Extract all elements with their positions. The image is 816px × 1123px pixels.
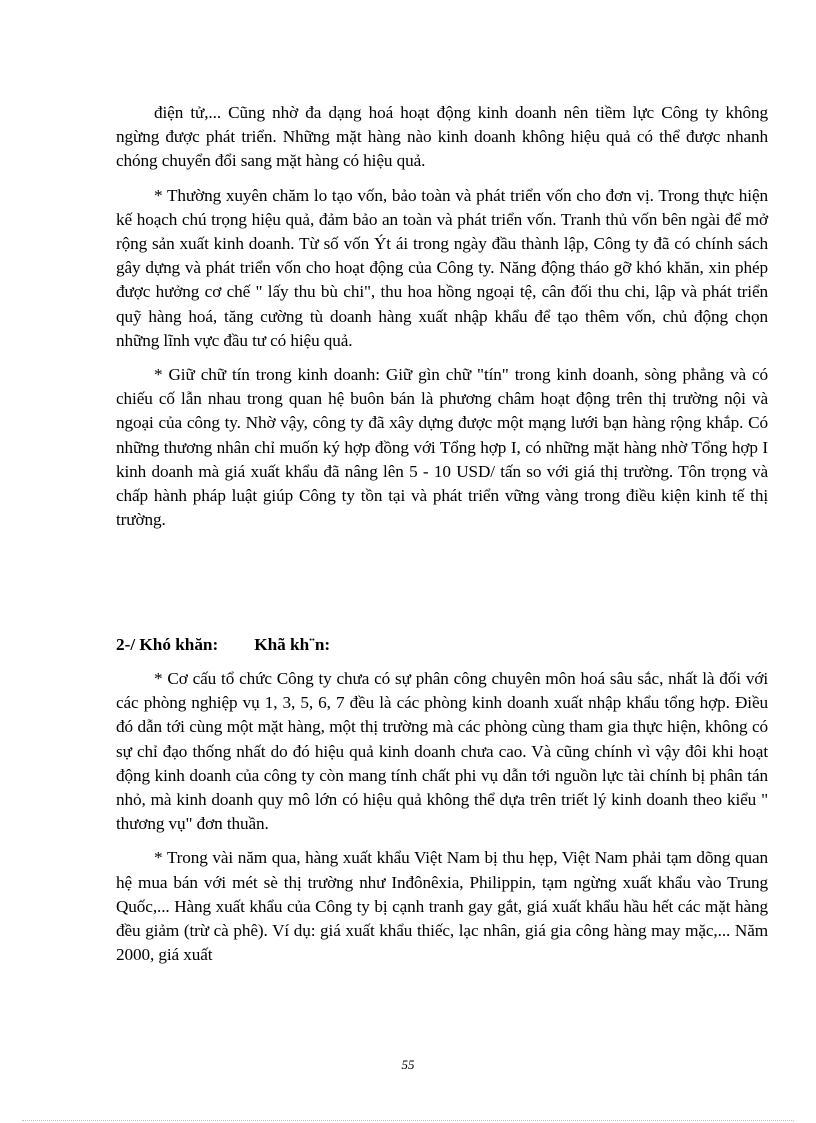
paragraph-capital: * Thường xuyên chăm lo tạo vốn, bảo toàn và phát triển vốn cho đơn vị. Trong thực hiện kế hoạch chú trọng hiệu quả, đảm bảo an toàn và phát triển vốn. Tranh thủ vốn bên ngài để mở rộng sản xuất kinh doanh. Từ số vốn Ýt ái trong ngày đầu thành lập, Công ty đã có chính sách gây dựng và phát triển vốn cho hoạt động của Công ty. Năng động tháo gỡ khó khăn, xin phép được hưởng cơ chế " lấy thu bù chi", thu hoa hồng ngoại tệ, cân đối thu chi, lập và phát triển quỹ hàng hoá, tăng cường tù doanh hàng xuất nhập khẩu để tạo thêm vốn, chủ động chọn những lĩnh vực đầu tư có hiệu quả.: [116, 185, 768, 350]
page-bottom-divider: [22, 1120, 794, 1121]
page-number: 55: [401, 1057, 415, 1072]
section-heading: [116, 635, 330, 655]
paragraph-trust: * Giữ chữ tín trong kinh doanh: Giữ gìn chữ "tín" trong kinh doanh, sòng phẳng và có chiếu cố lẫn nhau trong quan hệ buôn bán là phương châm hoạt động trên thị trường nội và ngoại của công ty. Nhờ vậy, công ty đã xây dựng được một mạng lưới bạn hàng rộng khắp. Có những thương nhân chỉ muốn ký hợp đồng với Tổng hợp I, có những mặt hàng nhờ Tổng hợp I kinh doanh mà giá xuất khẩu đã nâng lên 5 - 10 USD/ tấn so với giá thị trường. Tôn trọng và chấp hành pháp luật giúp Công ty tồn tại và phát triển vững vàng trong điều kiện kinh tế thị trường.: [116, 365, 768, 530]
bottom-text-block: [116, 667, 768, 977]
section-heading-label: 2-/ Khó khăn:: [116, 635, 219, 654]
top-text-block: [116, 101, 768, 542]
paragraph-export-market: * Trong vài năm qua, hàng xuất khẩu Việt Nam bị thu hẹp, Việt Nam phải tạm dõng quan hệ mua bán với mét sè thị trường như Inđônêxia, Philippin, tạm ngừng xuất khẩu vào Trung Quốc,... Hàng xuất khẩu của Công ty bị cạnh tranh gay gắt, giá xuất khẩu hầu hết các mặt hàng đều giảm (trừ cà phê). Ví dụ: giá xuất khẩu thiếc, lạc nhân, giá gia công hàng may mặc,... Năm 2000, giá xuất: [116, 848, 768, 965]
paragraph-structure: * Cơ cấu tổ chức Công ty chưa có sự phân công chuyên môn hoá sâu sắc, nhất là đối với các phòng nghiệp vụ 1, 3, 5, 6, 7 đều là các phòng kinh doanh xuất nhập khẩu tổng hợp. Điều đó dẫn tới cùng một mặt hàng, một thị trường mà các phòng cùng tham gia thực hiện, không có sự chỉ đạo thống nhất do đó hiệu quả kinh doanh chưa cao. Và cũng chính vì vậy đôi khi hoạt động kinh doanh của công ty còn mang tính chất phi vụ dẫn tới nguồn lực tài chính bị phân tán nhỏ, mà kinh doanh quy mô lớn có hiệu quả không thể dựa trên triết lý kinh doanh theo kiểu " thương vụ" đơn thuần.: [116, 669, 768, 834]
section-heading-duplicate: Khã kh¨n:: [254, 635, 331, 654]
paragraph-diversification: điện tử,... Cũng nhờ đa dạng hoá hoạt động kinh doanh nên tiềm lực Công ty không ngừng được phát triển. Những mặt hàng nào kinh doanh không hiệu quả có thể được nhanh chóng chuyển đổi sang mặt hàng có hiệu quả.: [116, 103, 768, 171]
